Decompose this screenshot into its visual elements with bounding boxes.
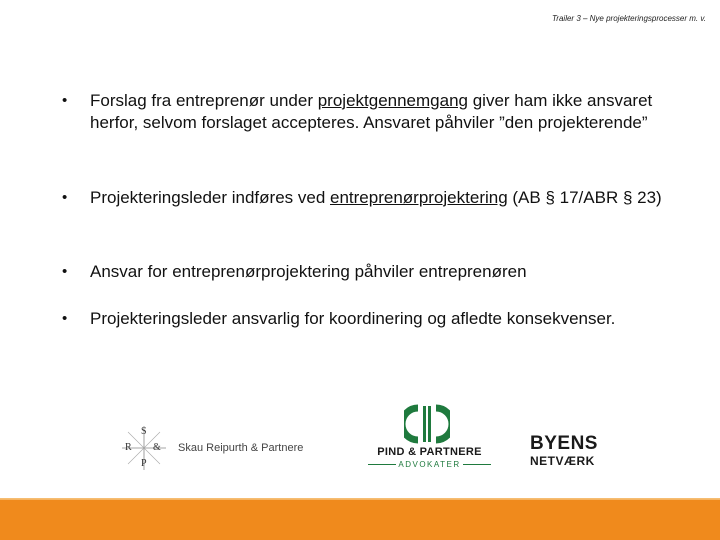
pind-emblem-icon — [404, 404, 450, 444]
bullet-item — [62, 261, 527, 283]
srp-name: Skau Reipurth & Partnere — [178, 442, 304, 454]
bullet-dot: • — [62, 189, 68, 206]
bullet-text-pre: Projekteringsleder indføres ved — [90, 188, 331, 207]
bullet-dot: • — [62, 92, 68, 109]
bullet-dot: • — [62, 310, 68, 327]
byens-line1: BYENS — [530, 433, 598, 454]
srp-letter-p: P — [141, 458, 147, 469]
bullet-text-post: (AB § 17/ABR § 23) — [507, 188, 662, 207]
srp-monogram — [120, 424, 168, 472]
header-note: Trailer 3 – Nye projekteringsprocesser m. v. — [552, 14, 706, 23]
bullet-text-post: giver ham ikke ansvaret herfor, selvom forslaget accepteres. Ansvaret påhviler ”den projekterende” — [90, 91, 653, 132]
pind-partnere-logo — [362, 404, 497, 470]
pind-sub: ADVOKATER — [398, 460, 461, 469]
skau-reipurth-logo — [120, 424, 330, 472]
srp-amp: & — [153, 442, 161, 453]
srp-letter-s: S — [141, 426, 147, 437]
bullet-item — [62, 308, 615, 330]
bullet-dot: • — [62, 263, 68, 280]
bullet-text: Projekteringsleder ansvarlig for koordinering og afledte konsekvenser. — [90, 309, 616, 328]
pind-divider-right — [463, 464, 491, 465]
bullet-text — [90, 90, 662, 134]
bullet-text — [90, 187, 662, 209]
bullet-item — [62, 90, 662, 134]
pind-name: PIND & PARTNERE — [377, 446, 482, 458]
bullet-item — [62, 187, 662, 209]
bullet-text: Ansvar for entreprenørprojektering påhviler entreprenøren — [90, 262, 527, 281]
bullet-text-underlined: entreprenørprojektering — [330, 188, 508, 207]
bullet-text-pre: Forslag fra entreprenør under — [90, 91, 318, 110]
byens-netvaerk-logo — [530, 434, 610, 474]
footer-bar — [0, 500, 720, 540]
byens-line2: NETVÆRK — [530, 454, 595, 468]
bullet-text-underlined: projektgennemgang — [317, 91, 468, 110]
srp-letter-r: R — [125, 442, 132, 453]
